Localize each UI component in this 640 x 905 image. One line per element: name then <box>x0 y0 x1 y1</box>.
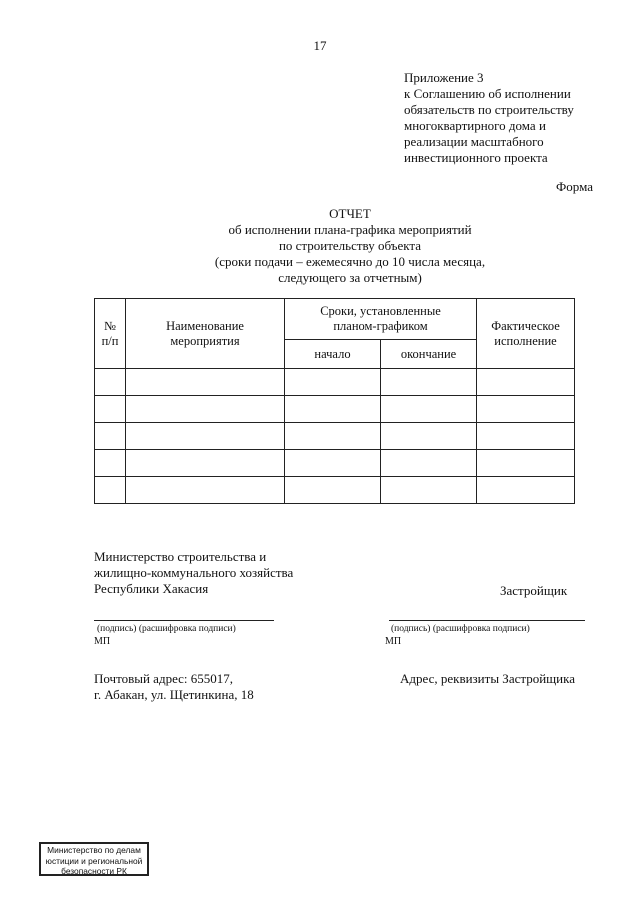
appendix-line: инвестиционного проекта <box>404 150 548 165</box>
table-cell <box>285 396 381 423</box>
table-cell <box>285 450 381 477</box>
table-cell <box>477 396 575 423</box>
table-cell <box>477 423 575 450</box>
table-cell <box>381 396 477 423</box>
table-cell <box>381 423 477 450</box>
ministry-name-line: Министерство строительства и <box>94 549 267 564</box>
ministry-stamp-place: МП <box>94 636 111 647</box>
header-terms-line1: Сроки, установленные <box>320 304 441 318</box>
form-label: Форма <box>556 179 593 194</box>
appendix-line: многоквартирного дома и <box>404 118 546 133</box>
table-row <box>95 369 575 396</box>
report-subtitle-line: следующего за отчетным) <box>278 270 422 285</box>
ministry-name-line: жилищно-коммунального хозяйства <box>94 565 294 580</box>
report-subtitle-line: по строительству объекта <box>278 238 422 253</box>
appendix-header <box>404 70 624 166</box>
page-number: 17 <box>313 38 327 53</box>
developer-signature-line <box>389 620 585 621</box>
appendix-line: к Соглашению об исполнении <box>404 86 571 101</box>
header-planned-terms <box>285 299 477 340</box>
table-cell <box>95 396 126 423</box>
stamp-line: юстиции и региональной <box>45 855 143 866</box>
header-number-line2: п/п <box>101 333 119 348</box>
developer-signature-caption: (подпись) (расшифровка подписи) <box>391 624 530 634</box>
schedule-table <box>94 298 575 504</box>
table-row <box>95 450 575 477</box>
registration-stamp <box>39 842 149 876</box>
table-cell <box>126 369 285 396</box>
header-actual-line1: Фактическое <box>491 318 560 333</box>
header-actual <box>477 299 575 369</box>
appendix-line: Приложение 3 <box>404 70 484 85</box>
table-cell <box>95 423 126 450</box>
table-cell <box>126 423 285 450</box>
table-row <box>95 477 575 504</box>
header-end: окончание <box>381 340 477 369</box>
ministry-signature-line <box>94 620 274 621</box>
ministry-address-line1: Почтовый адрес: 655017, <box>94 671 234 686</box>
header-activity-line2: мероприятия <box>170 333 240 348</box>
header-number-line1: № <box>104 318 116 333</box>
report-title: ОТЧЕТ <box>329 206 371 221</box>
ministry-name <box>94 549 354 597</box>
table-cell <box>126 450 285 477</box>
header-number <box>95 299 126 369</box>
table-cell <box>285 369 381 396</box>
developer-address: Адрес, реквизиты Застройщика <box>400 671 576 686</box>
table-row <box>95 396 575 423</box>
ministry-address <box>94 671 354 703</box>
header-start: начало <box>285 340 381 369</box>
developer-stamp-place: МП <box>385 636 402 647</box>
ministry-name-line: Республики Хакасия <box>94 581 209 596</box>
table-cell <box>477 369 575 396</box>
table-cell <box>285 477 381 504</box>
table-cell <box>95 369 126 396</box>
ministry-address-line2: г. Абакан, ул. Щетинкина, 18 <box>94 687 254 702</box>
table-cell <box>126 396 285 423</box>
header-activity-line1: Наименование <box>166 318 244 333</box>
table-row <box>95 423 575 450</box>
appendix-line: реализации масштабного <box>404 134 544 149</box>
header-actual-line2: исполнение <box>494 333 557 348</box>
header-terms-line2: планом-графиком <box>333 319 428 333</box>
stamp-line: Министерство по делам <box>47 845 141 855</box>
table-cell <box>95 477 126 504</box>
table-cell <box>126 477 285 504</box>
table-cell <box>381 450 477 477</box>
ministry-signature-caption: (подпись) (расшифровка подписи) <box>97 624 236 634</box>
table-cell <box>381 477 477 504</box>
appendix-line: обязательств по строительству <box>404 102 574 117</box>
report-title-block <box>140 206 560 286</box>
report-subtitle-line: об исполнении плана-графика мероприятий <box>228 222 472 237</box>
table-cell <box>477 450 575 477</box>
report-subtitle-line: (сроки подачи – ежемесячно до 10 числа месяца, <box>214 254 486 269</box>
stamp-line: безопасности РК <box>61 866 127 876</box>
table-cell <box>477 477 575 504</box>
developer-title: Застройщик <box>500 583 568 598</box>
table-cell <box>95 450 126 477</box>
table-cell <box>381 369 477 396</box>
table-cell <box>285 423 381 450</box>
header-activity-name <box>126 299 285 369</box>
